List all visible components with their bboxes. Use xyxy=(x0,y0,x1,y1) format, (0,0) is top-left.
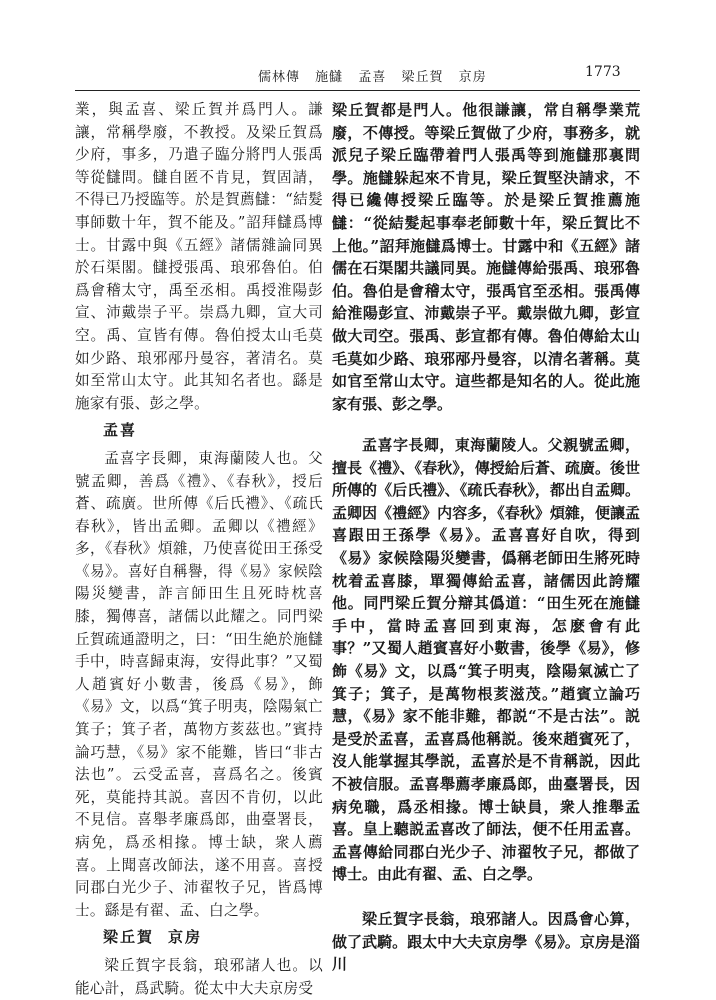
header-name-4: 京房 xyxy=(458,70,487,85)
section-heading-meng-xi: 孟喜 xyxy=(103,421,138,440)
right-column-translation xyxy=(332,99,640,415)
right-column-translation-liangqiu-he xyxy=(332,908,640,976)
left-paragraph-meng-xi: 孟喜字長卿，東海蘭陵人也。父號孟卿，善爲《禮》、《春秋》，授后蒼、疏廣。世所傳《后氏禮》、《疏氏春秋》，皆出孟卿。孟卿以《禮經》多，《春秋》煩雜，乃使喜從田王孫受《易》。喜好自稱譽，得《易》家候陰陽災變書，詐言師田生且死時枕喜膝，獨傳喜，諸儒以此耀之。同門梁丘賀疏通證明之，曰：“田生絶於施讎手中，時喜歸東海，安得此事？”又蜀人趙賓好小數書，後爲《易》，飾《易》文，以爲“箕子明夷，陰陽氣亡箕子；箕子者，萬物方荄茲也。”賓持論巧慧，《易》家不能難，皆曰“非古法也”。云受孟喜，喜爲名之。後賓死，莫能持其説。喜因不肯仞，以此不見信。喜舉孝廉爲郎，曲臺署長，病免，爲丞相掾。博士缺，衆人薦喜。上聞喜改師法，遂不用喜。喜授同郡白光少子、沛翟牧子兄，皆爲博士。繇是有翟、孟、白之學。 xyxy=(75,449,323,919)
right-paragraph-liangqiu-he: 梁丘賀字長翁，琅邪諸人。因爲會心算，做了武騎。跟太中大夫京房學《易》。京房是淄川 xyxy=(332,910,640,974)
running-header xyxy=(258,66,497,85)
left-paragraph-liangqiu-he: 梁丘賀字長翁，琅邪諸人也。以能心計，爲武騎。從太中大夫京房受 xyxy=(75,956,323,997)
header-rule xyxy=(75,90,640,91)
header-chapter: 儒林傳 xyxy=(258,70,301,85)
header-name-3: 梁丘賀 xyxy=(401,70,444,85)
section-heading-liangqiu-he-jing-fang: 梁丘賀 京房 xyxy=(103,928,203,947)
left-column-classical-text xyxy=(75,99,323,1000)
header-name-2: 孟喜 xyxy=(358,70,387,85)
right-paragraph-meng-xi: 孟喜字長卿，東海蘭陵人。父親號孟卿，擅長《禮》、《春秋》，傳授給后蒼、疏廣。後世所傳的《后氏禮》、《疏氏春秋》，都出自孟卿。孟卿因《禮經》内容多，《春秋》煩雜，便讓孟喜跟田王孫學《易》。孟喜喜好自吹，得到《易》家候陰陽災變書，僞稱老師田生將死時枕着孟喜膝，單獨傳給孟喜，諸儒因此誇耀他。同門梁丘賀分辯其僞道：“田生死在施讎手中，當時孟喜回到東海，怎麽會有此事？”又蜀人趙賓喜好小數書，後學《易》，修飾《易》文，以爲“箕子明夷，陰陽氣滅亡了箕子；箕子，是萬物根荄滋茂。”趙賓立論巧慧，《易》家不能非難，都説“不是古法”。説是受於孟喜，孟喜爲他稱説。後來趙賓死了，沒人能掌握其學説，孟喜於是不肯稱説，因此不被信服。孟喜舉薦孝廉爲郎，曲臺署長，因病免職，爲丞相掾。博士缺員，衆人推舉孟喜。皇上聽説孟喜改了師法，便不任用孟喜。孟喜傳給同郡白光少子、沛翟牧子兄，都做了博士。由此有翟、孟、白之學。 xyxy=(332,436,640,884)
right-paragraph-shi-chou: 梁丘賀都是門人。他很謙讓，常自稱學業荒廢，不傳授。等梁丘賀做了少府，事務多，就派兒子梁丘臨帶着門人張禹等到施讎那裏問學。施讎躲起來不肯見，梁丘賀堅決請求，不得已纔傳授梁丘臨等。於是梁丘賀推薦施讎：“從結髮起事奉老師數十年，梁丘賀比不上他。”詔拜施讎爲博士。甘露中和《五經》諸儒在石渠閣共議同異。施讎傳給張禹、琅邪魯伯。魯伯是會稽太守，張禹官至丞相。張禹傳給淮陽彭宣、沛戴崇子平。戴崇做九卿，彭宣做大司空。張禹、彭宣都有傳。魯伯傳給太山毛莫如少路、琅邪邴丹曼容，以清名著稱。莫如官至常山太守。這些都是知名的人。從此施家有張、彭之學。 xyxy=(332,101,640,413)
left-paragraph-shi-chou: 業，與孟喜、梁丘賀并爲門人。謙讓，常稱學廢，不教授。及梁丘賀爲少府，事多，乃遣子臨分將門人張禹等從讎問。讎自匿不肯見，賀固請，不得已乃授臨等。於是賀薦讎：“結髮事師數十年，賀不能及。”詔拜讎爲博士。甘露中與《五經》諸儒雜論同異於石渠閣。讎授張禹、琅邪魯伯。伯爲會稽太守，禹至丞相。禹授淮陽彭宣、沛戴崇子平。崇爲九卿，宣大司空。禹、宣皆有傳。魯伯授太山毛莫如少路、琅邪邴丹曼容，著清名。莫如至常山太守。此其知名者也。繇是施家有張、彭之學。 xyxy=(75,101,323,412)
right-column-translation-meng-xi xyxy=(332,434,640,886)
page-number: 1773 xyxy=(585,64,621,80)
header-name-1: 施讎 xyxy=(315,70,344,85)
